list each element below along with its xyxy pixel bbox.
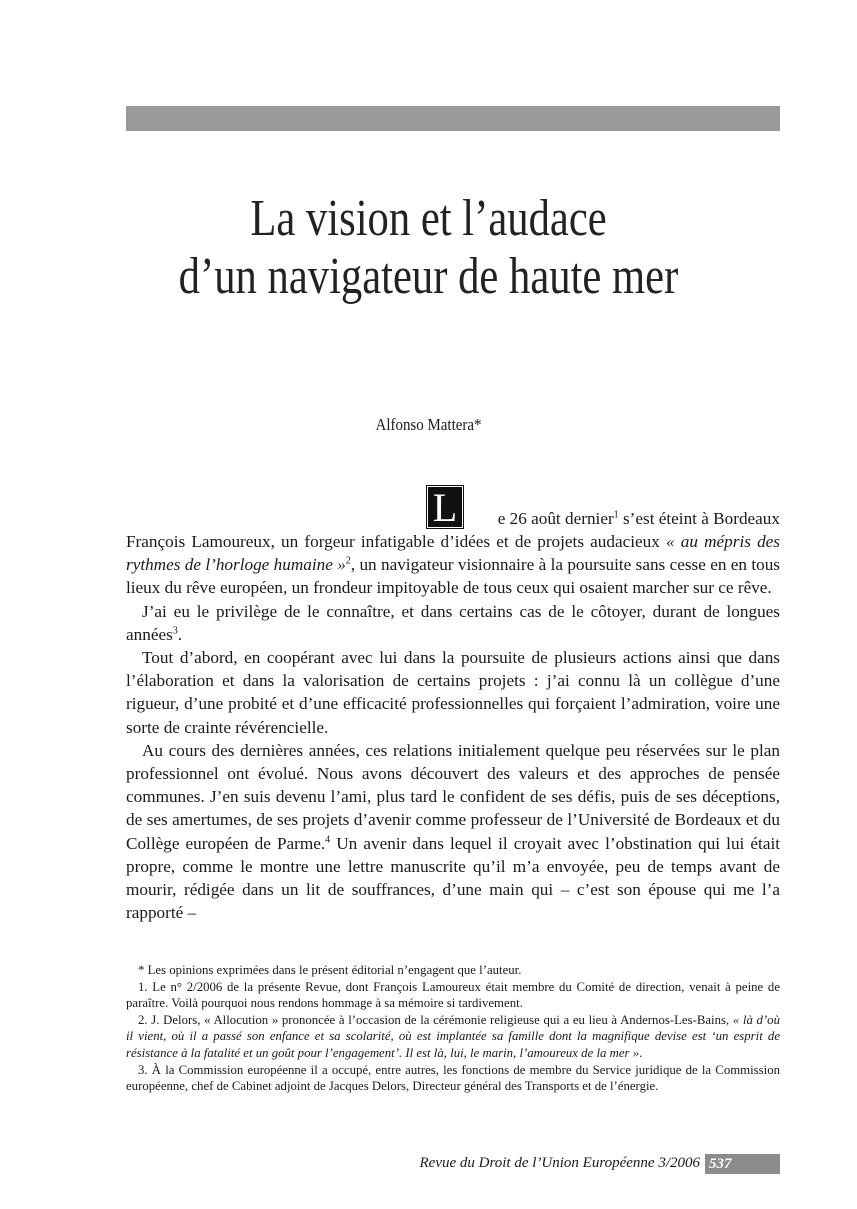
paragraph-4 <box>126 739 780 925</box>
footnote-1: 1. Le n° 2/2006 de la présente Revue, dont François Lamoureux était membre du Comité de direction, venait à peine de paraître. Voilà pourquoi nous rendons hommage à sa mémoire si tardivement. <box>126 979 780 1011</box>
paragraph-3: Tout d’abord, en coopérant avec lui dans la poursuite de plusieurs actions ainsi que dans l’élaboration et dans la valorisation de certains projets : j’ai connu là un collègue d’une rigueur, d’une probité et d’une efficacité professionnelles qui forçaient l’admiration, voire une sorte de crainte révérencielle. <box>126 648 780 737</box>
text: Au cours des dernières années, ces relations initialement quelque peu réservées sur le plan professionnel ont évolué. Nous avons découvert des valeurs et des approches de pensée communes. J’en suis devenu l’ami, plus tard le confident de ses défis, puis de ses déceptions, de ses amertumes, de ses projets d’avenir comme professeur de l’Université de Bordeaux et du Collège européen de Parme. <box>126 740 780 853</box>
article-body <box>126 484 780 924</box>
quote: « là d’où il vient, où il a passé son enfance et sa scolarité, où est implantée sa famille dont la magnifique devise est ‘un esprit de résistance à la fatalité et un goût pour l’engagement’. Il est là, lui, le marin, l’amoureux de la mer » <box>126 1012 780 1060</box>
text: . <box>639 1045 643 1060</box>
article-title <box>77 190 780 306</box>
text: 2. J. Delors, « Allocution » prononcée à l’occasion de la cérémonie religieuse qui a eu lieu à Andernos-Les-Bains, <box>138 1012 733 1027</box>
drop-cap: L <box>428 487 462 527</box>
footnote-ref-2[interactable]: 2 <box>345 555 351 567</box>
text: J’ai eu le privilège de le connaître, et dans certains cas de le côtoyer, durant de longues années <box>126 601 780 644</box>
text: Un avenir dans lequel il croyait avec l’obstination qui lui était propre, comme le montre une lettre manuscrite qu’il m’a envoyée, peu de temps avant de mourir, rédigée dans un lit de souffrances, d’une main qui – c’est son épouse qui me l’a rapporté – <box>126 833 781 923</box>
text: . <box>177 624 183 644</box>
footnote-2 <box>126 1012 780 1062</box>
text: e 26 août dernier <box>497 508 614 528</box>
footnote-ref-3[interactable]: 3 <box>172 625 178 637</box>
first-line <box>126 484 780 530</box>
footnotes <box>126 962 780 1095</box>
page-number: 537 <box>705 1154 780 1174</box>
title-line-1: La vision et l’audace <box>250 190 607 247</box>
footnote-ref-1[interactable]: 1 <box>613 509 619 521</box>
text: François Lamoureux, un forgeur infatigable d’idées et de projets audacieux <box>126 532 667 551</box>
quote: « au mépris des rythmes de l’horloge humaine » <box>126 532 780 575</box>
paragraph-1 <box>126 530 780 600</box>
footnote-3: 3. À la Commission européenne il a occupé, entre autres, les fonctions de membre du Service juridique de la Commission européenne, chef de Cabinet adjoint de Jacques Delors, Directeur général des Transports et de l’énergie. <box>126 1062 780 1094</box>
journal-footer: Revue du Droit de l’Union Européenne 3/2006 <box>419 1155 700 1171</box>
text: , un navigateur visionnaire à la poursuite sans cesse en en tous lieux du rêve européen, un frondeur impitoyable de tous ceux qui osaient marcher sur ce rêve. <box>126 555 780 598</box>
header-bar <box>126 106 780 131</box>
title-line-2: d’un navigateur de haute mer <box>178 248 679 305</box>
paragraph-2 <box>126 600 780 646</box>
text: s’est éteint à Bordeaux <box>618 508 780 528</box>
footnote-ref-4[interactable]: 4 <box>325 833 331 845</box>
author: Alfonso Mattera* <box>375 415 482 434</box>
footnote-star: * Les opinions exprimées dans le présent éditorial n’engagent que l’auteur. <box>138 963 522 977</box>
